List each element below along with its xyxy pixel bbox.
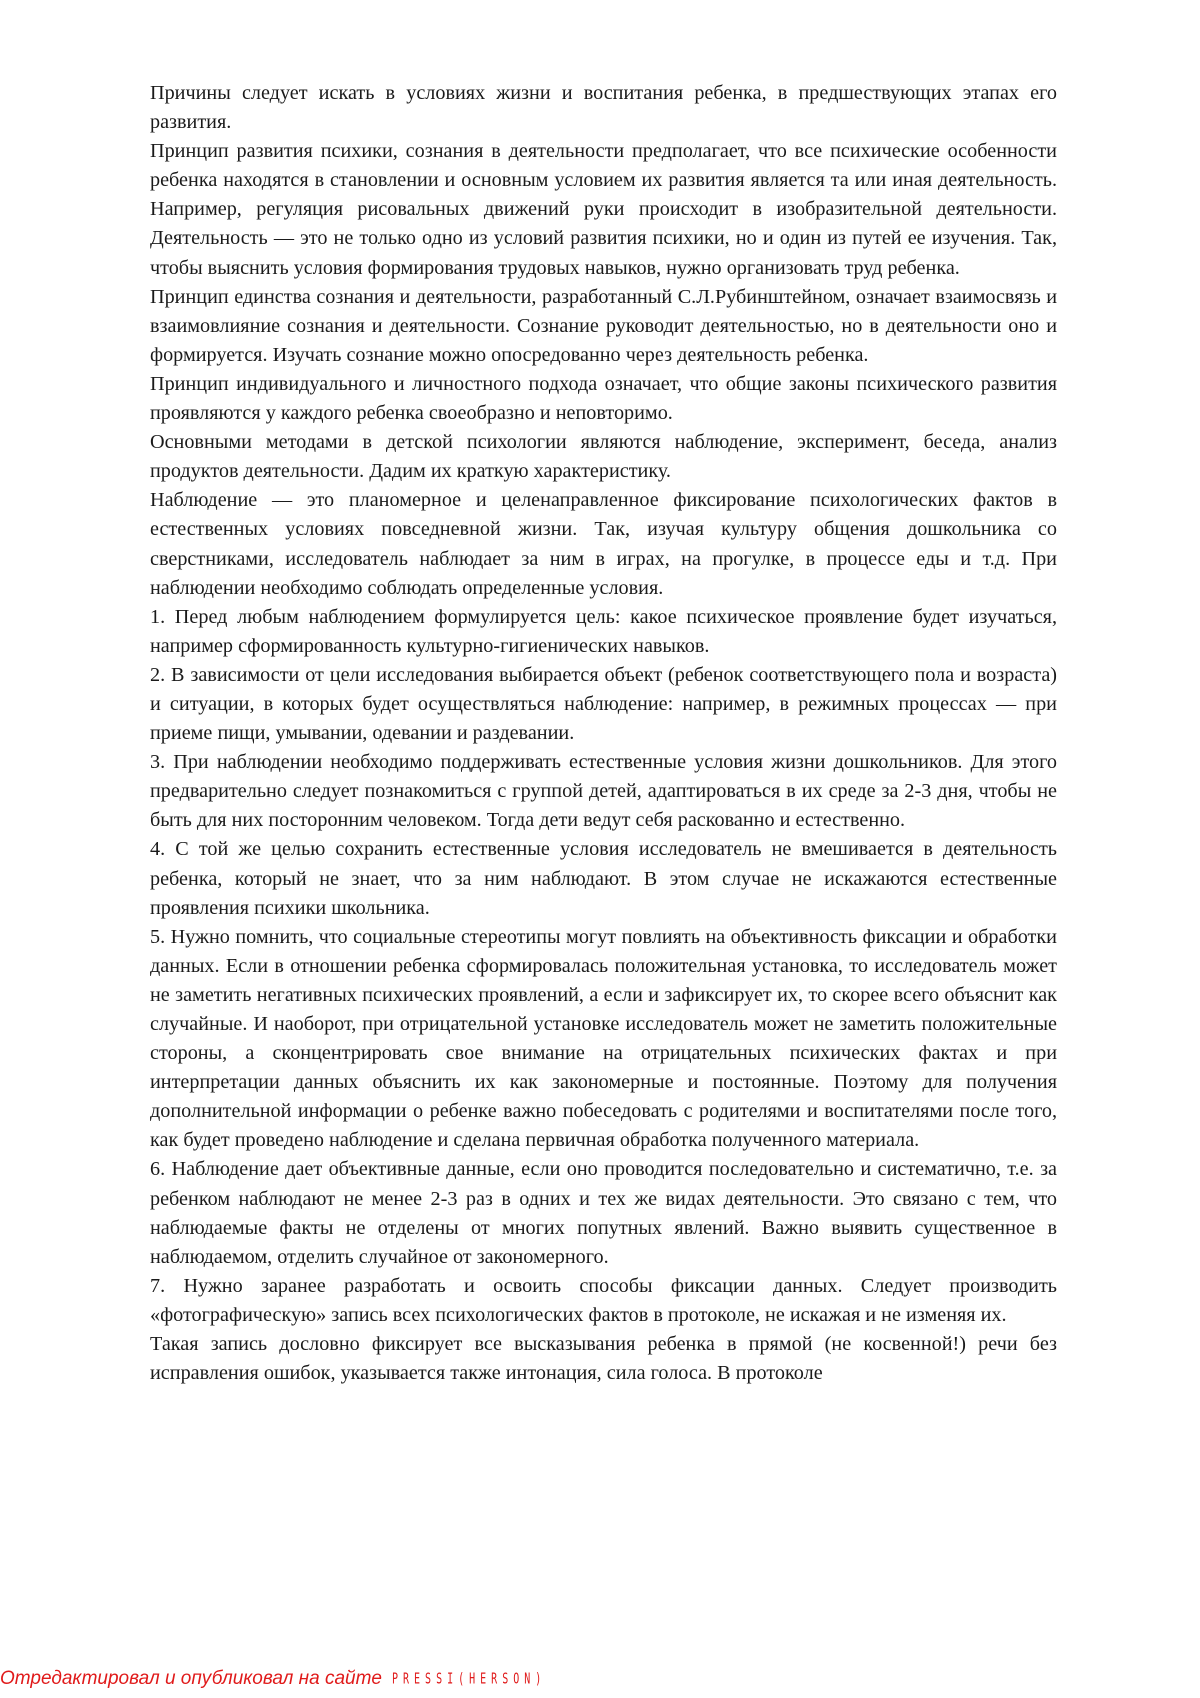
list-item: 5. Нужно помнить, что социальные стереотипы могут повлиять на объективность фиксации и обработки данных. Если в отношении ребенка сформировалась положительная установка, то исследователь может не заметить негативных психических проявлений, а если и зафиксирует их, то скорее всего объяснит как случайные. И наоборот, при отрицательной установке исследователь может не заметить положительные стороны, а сконцентрировать свое внимание на отрицательных психических фактах и при интерпретации данных объяснить их как закономерные и постоянные. Поэтому для получения дополнительной информации о ребенке важно побеседовать с родителями и воспитателями после того, как будет проведено наблюдение и сделана первичная обработка полученного материала. — [150, 925, 1057, 1152]
list-item: 6. Наблюдение дает объективные данные, если оно проводится последовательно и систематично, т.е. за ребенком наблюдают не менее 2-3 раз в одних и тех же видах деятельности. Это связано с тем, что наблюдаемые факты не отделены от многих попутных явлений. Важно выявить существенное в наблюдаемом, отделить случайное от закономерного. — [150, 1158, 1057, 1268]
footer — [0, 1668, 546, 1694]
list-item: 1. Перед любым наблюдением формулируется цель: какое психическое проявление будет изучаться, например сформированность культурно-гигиенических навыков. — [150, 605, 1057, 657]
body-text — [150, 79, 1057, 1388]
paragraph: Причины следует искать в условиях жизни и воспитания ребенка, в предшествующих этапах его развития. — [150, 82, 1057, 134]
paragraph: Наблюдение — это планомерное и целенаправленное фиксирование психологических фактов в естественных условиях повседневной жизни. Так, изучая культуру общения дошкольника со сверстниками, исследователь наблюдает за ним в играх, на прогулке, в процессе еды и т.д. При наблюдении необходимо соблюдать определенные условия. — [150, 489, 1057, 599]
paragraph: Принцип единства сознания и деятельности, разработанный С.Л.Рубинштейном, означает взаимосвязь и взаимовлияние сознания и деятельности. Сознание руководит деятельностью, но в деятельности оно и формируется. Изучать сознание можно опосредованно через деятельность ребенка. — [150, 285, 1057, 366]
site-logo[interactable]: PRESSI(HERSON) — [392, 1670, 547, 1688]
list-item: 2. В зависимости от цели исследования выбирается объект (ребенок соответствующего пола и возраста) и ситуации, в которых будет осуществляться наблюдение: например, в режимных процессах — при приеме пищи, умывании, одевании и раздевании. — [150, 663, 1057, 745]
paragraph: Принцип индивидуального и личностного подхода означает, что общие законы психического развития проявляются у каждого ребенка своеобразно и неповторимо. — [150, 372, 1057, 425]
list-item: 7. Нужно заранее разработать и освоить способы фиксации данных. Следует производить «фотографическую» запись всех психологических фактов в протоколе, не искажая и не изменяя их. — [150, 1274, 1057, 1326]
paragraph: Основными методами в детской психологии являются наблюдение, эксперимент, беседа, анализ продуктов деятельности. Дадим их краткую характеристику. — [150, 431, 1057, 483]
paragraph: Принцип развития психики, сознания в деятельности предполагает, что все психические особенности ребенка находятся в становлении и основным условием их развития является та или иная деятельность. Например, регуляция рисовальных движений руки происходит в изобразительной деятельности. Деятельность — это не только одно из условий развития психики, но и один из путей ее изучения. Так, чтобы выяснить условия формирования трудовых навыков, нужно организовать труд ребенка. — [150, 140, 1057, 279]
footer-text: Отредактировал и опубликовал на сайте — [0, 1668, 382, 1689]
paragraph: Такая запись дословно фиксирует все высказывания ребенка в прямой (не косвенной!) речи без исправления ошибок, указывается также интонация, сила голоса. В протоколе — [150, 1333, 1057, 1385]
list-item: 3. При наблюдении необходимо поддерживать естественные условия жизни дошкольников. Для этого предварительно следует познакомиться с группой детей, адаптироваться в их среде за 2-3 дня, чтобы не быть для них посторонним человеком. Тогда дети ведут себя раскованно и естественно. — [150, 751, 1057, 832]
list-item: 4. С той же целью сохранить естественные условия исследователь не вмешивается в деятельность ребенка, который не знает, что за ним наблюдают. В этом случае не искажаются естественные проявления психики школьника. — [150, 838, 1057, 919]
